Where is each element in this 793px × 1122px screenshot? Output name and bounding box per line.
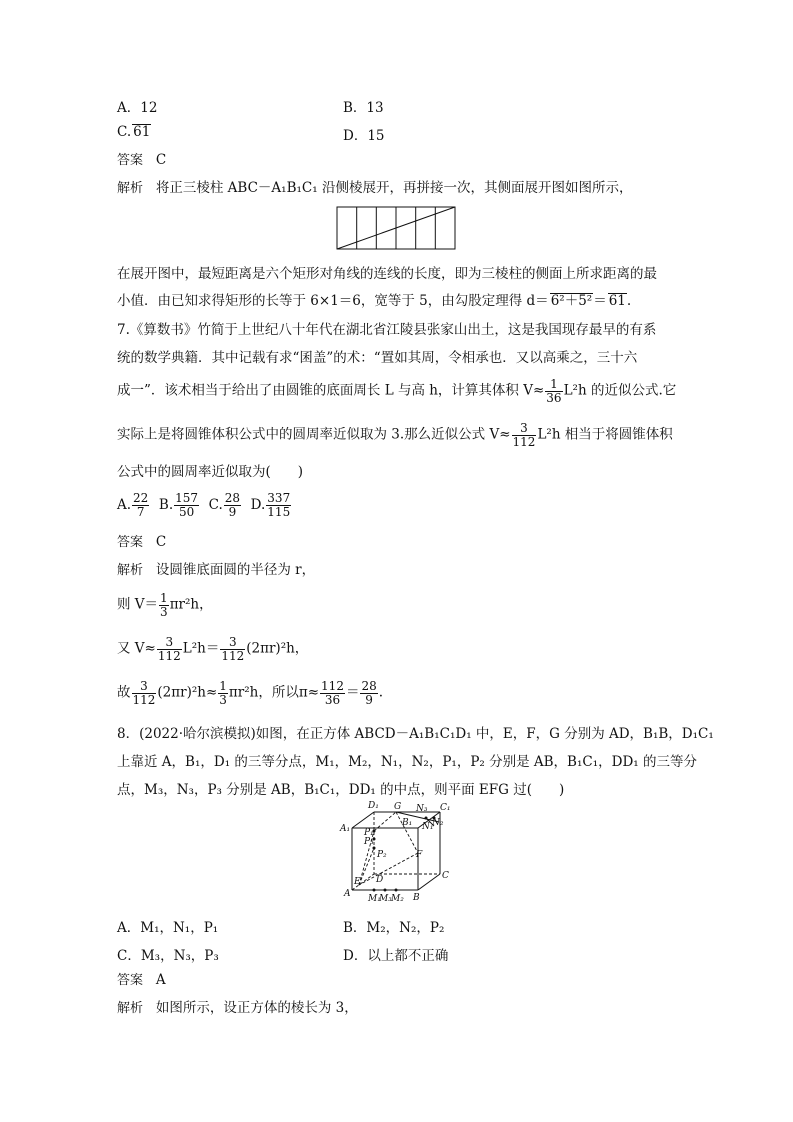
option-label: C. (208, 496, 223, 513)
math-text: (2πr)²h， (246, 640, 309, 657)
q7-options (117, 492, 292, 518)
numerator: 3 (132, 680, 157, 694)
prev-option-b: B．13 (343, 100, 384, 116)
point-n1 (425, 817, 428, 820)
fraction (320, 680, 345, 706)
denominator: 36 (324, 692, 341, 707)
label-n3: N₃ (416, 804, 428, 814)
q8-stem-line2: 上靠近 A，B₁，D₁ 的三等分点，M₁，M₂，N₁，N₂，P₁，P₂ 分别是 AB，B₁C₁，DD₁ 的三等分 (117, 754, 697, 770)
radical-expression: 61 (608, 293, 626, 309)
label-c1: C₁ (440, 803, 451, 813)
numerator: 28 (224, 491, 241, 505)
label-a1: A₁ (340, 824, 351, 834)
q8-option-d: D．以上都不正确 (343, 948, 449, 964)
q7-stem-line3 (117, 378, 676, 404)
denominator: 3 (219, 692, 227, 707)
q7-option-a (117, 491, 150, 519)
label-e: E (354, 877, 361, 887)
q7-stem-line2: 统的数学典籍．其中记载有求“囷盖”的术：“置如其周，令相承也．又以高乘之，三十六 (117, 350, 638, 366)
q7-option-b (158, 491, 200, 519)
denominator: 115 (267, 504, 291, 519)
label-f: F (416, 850, 423, 860)
stem-text: 成一”．该术相当于给出了由圆锥的底面周长 L 与高 h，计算其体积 V≈ (117, 382, 545, 399)
analysis-label: 解析 (117, 563, 144, 578)
answer-value: C (155, 152, 167, 168)
prev-option-d: D．15 (343, 128, 385, 144)
numerator: 1 (160, 591, 168, 605)
denominator: 112 (221, 648, 245, 663)
numerator: 112 (321, 679, 344, 693)
answer-label: 答案 (117, 153, 144, 168)
math-text: πr²h， (169, 596, 213, 613)
label-b1: B₁ (402, 818, 413, 828)
label-m2: M₂ (391, 894, 404, 904)
numerator: 3 (157, 636, 182, 650)
fraction (159, 592, 169, 618)
denominator: 36 (546, 390, 562, 405)
prev-option-c-radical: 61 (133, 124, 151, 140)
numerator: 1 (545, 378, 562, 392)
q7-equation-2 (117, 636, 308, 662)
q8-stem-line1: 8．(2022·哈尔滨模拟)如图，在正方体 ABCD－A₁B₁C₁D₁ 中，E，F，G 分别为 AD，B₁B，D₁C₁ (117, 726, 714, 742)
math-text: 故 (117, 684, 131, 701)
stem-text: 实际上是将圆锥体积公式中的圆周率近似取为 3.那么近似公式 V≈ (117, 426, 511, 443)
q7-stem-line5: 公式中的圆周率近似取为( ) (117, 464, 304, 480)
prism-unfold-diagram (336, 206, 458, 252)
prev-analysis-line3 (117, 293, 631, 309)
analysis-text: 如图所示，设正方体的棱长为 3， (155, 1000, 358, 1016)
denominator: 7 (136, 504, 145, 519)
denominator: 3 (160, 604, 168, 619)
stem-text: L²h 的近似公式.它 (563, 382, 677, 399)
numerator: 157 (175, 491, 199, 505)
q8-option-c: C．M₃，N₃，P₃ (117, 948, 219, 964)
fraction (360, 680, 377, 706)
cube-edge (418, 874, 440, 890)
numerator: 3 (220, 636, 245, 650)
answer-label: 答案 (117, 535, 144, 550)
fraction (512, 422, 537, 448)
label-p3: P₃ (364, 837, 374, 847)
math-text: ＝ (345, 684, 360, 701)
q7-stem-line4 (117, 422, 673, 448)
q7-answer (117, 534, 166, 551)
denominator: 50 (178, 504, 195, 519)
option-label: A. (117, 496, 132, 513)
prev-analysis-line1 (117, 180, 632, 197)
fraction (266, 492, 291, 518)
q8-option-b: B．M₂，N₂，P₂ (343, 920, 445, 936)
denominator: 9 (365, 692, 373, 707)
prev-option-a: A．12 (117, 100, 158, 116)
q8-analysis-line1 (117, 1000, 358, 1017)
denominator: 112 (157, 648, 181, 663)
math-text: L²h＝ (182, 640, 220, 657)
numerator: 337 (267, 491, 291, 505)
analysis-text: 设圆锥底面圆的半径为 r， (155, 562, 316, 578)
fraction (132, 492, 149, 518)
cube-diagram (338, 798, 458, 906)
label-n2: N₂ (432, 818, 444, 828)
q7-stem-line1: 7.《算数书》竹简于上世纪八十年代在湖北省江陵县张家山出土，这是我国现存最早的有系 (117, 322, 657, 338)
label-c: C (442, 871, 449, 881)
fraction (157, 636, 182, 662)
q7-option-d (250, 491, 293, 519)
q7-analysis-line1 (117, 562, 315, 579)
q7-equation-1 (117, 592, 213, 618)
label-n1: N₁ (422, 822, 434, 832)
label-m1: M₁ (368, 894, 381, 904)
fraction (132, 680, 157, 706)
label-g: G (394, 802, 402, 812)
numerator: 22 (133, 491, 149, 505)
section-line (359, 853, 418, 885)
answer-label: 答案 (117, 973, 144, 988)
analysis-text: 小值．由已知求得矩形的长等于 6×1＝6，宽等于 5，由勾股定理得 d＝ (117, 293, 549, 309)
label-b: B (413, 893, 420, 903)
fraction (545, 378, 562, 404)
denominator: 112 (512, 434, 536, 449)
q7-option-c (208, 491, 242, 519)
prev-answer (117, 152, 166, 169)
denominator: 9 (228, 504, 237, 519)
denominator: 112 (132, 692, 156, 707)
label-p1: P₁ (364, 828, 374, 838)
q8-stem-line3: 点，M₃，N₃，P₃ 分别是 AB，B₁C₁，DD₁ 的中点，则平面 EFG 过( ) (117, 782, 565, 798)
analysis-label: 解析 (117, 181, 144, 196)
cube-edge (352, 812, 374, 828)
math-text: 又 V≈ (117, 640, 156, 657)
numerator: 1 (219, 679, 227, 693)
fraction (174, 492, 199, 518)
prev-analysis-line2: 在展开图中，最短距离是六个矩形对角线的连线的长度，即为三棱柱的侧面上所求距离的最 (117, 266, 657, 282)
numerator: 3 (512, 422, 537, 436)
point-m3 (384, 889, 387, 892)
period: . (626, 293, 632, 309)
math-text: . (378, 684, 384, 701)
radical-expression: 6²＋5² (550, 293, 593, 309)
prev-option-c (117, 124, 151, 140)
point-m1 (373, 889, 376, 892)
answer-value: A (155, 972, 166, 988)
fraction (218, 680, 228, 706)
analysis-text: 将正三棱柱 ABC－A₁B₁C₁ 沿侧棱展开，再拼接一次，其侧面展开图如图所示， (155, 180, 633, 196)
label-p2: P₂ (377, 850, 387, 860)
stem-text: L²h 相当于将圆锥体积 (537, 426, 673, 443)
q8-option-a: A．M₁，N₁，P₁ (117, 920, 219, 936)
math-text: 则 V＝ (117, 596, 159, 613)
label-m3: M₃ (379, 894, 392, 904)
fraction (224, 492, 241, 518)
option-label: D. (250, 496, 266, 513)
point-m2 (395, 889, 398, 892)
label-d1: D₁ (368, 801, 379, 811)
analysis-label: 解析 (117, 1001, 144, 1016)
label-d: D (376, 875, 384, 885)
math-text: (2πr)²h≈ (157, 684, 218, 701)
label-a: A (344, 889, 351, 899)
math-text: πr²h，所以π≈ (228, 684, 320, 701)
equals-sign: ＝ (593, 293, 607, 309)
fraction (220, 636, 245, 662)
q8-answer (117, 972, 166, 989)
option-label: B. (158, 496, 174, 513)
q7-equation-3 (117, 680, 383, 706)
numerator: 28 (361, 679, 377, 693)
prev-option-c-prefix: C. (117, 124, 132, 140)
answer-value: C (155, 534, 167, 550)
